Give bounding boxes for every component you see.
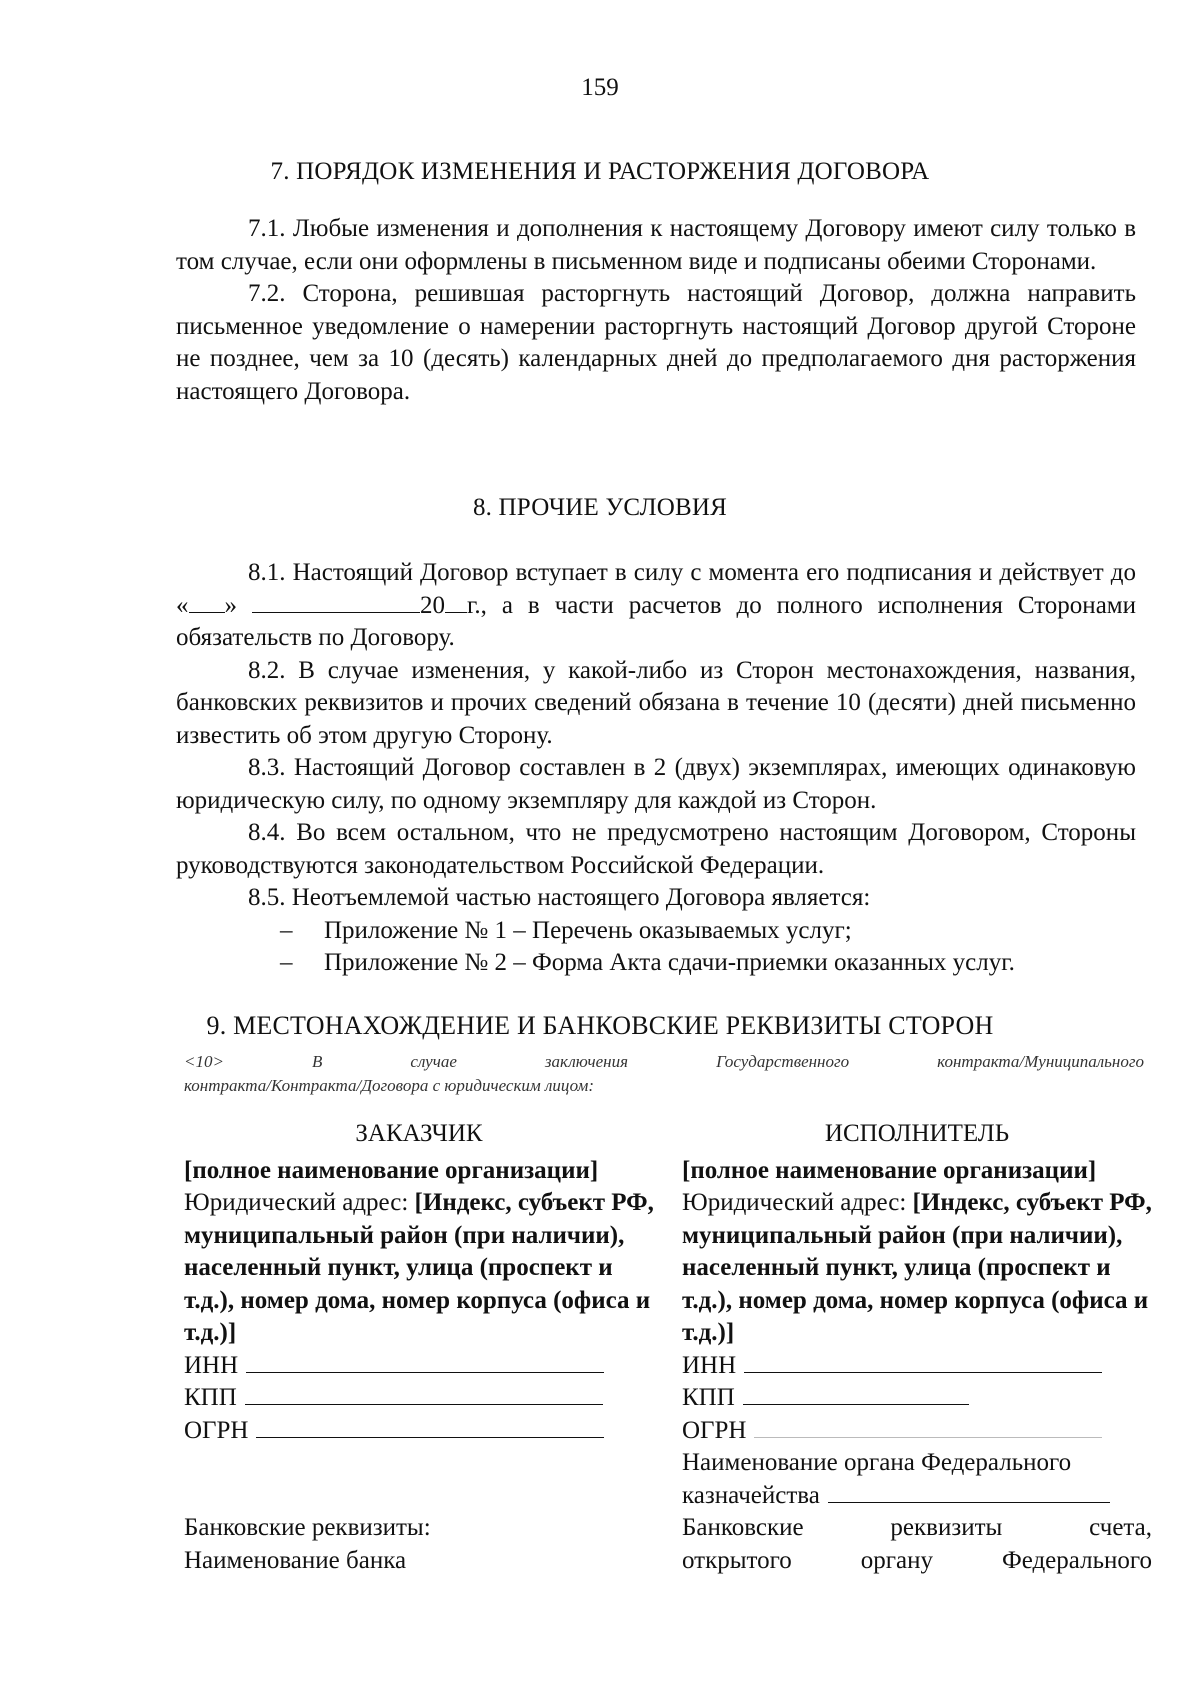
treasury-row <box>682 1480 1152 1513</box>
clause-8-2: 8.2. В случае изменения, у какой-либо из Сторон местонахождения, названия, банковских реквизитов и прочих сведений обязана в течение 10 (десяти) дней письменно известить об этом другую Сторону. <box>176 656 1136 749</box>
contractor-org-name: [полное наименование организации] <box>682 1156 1097 1184</box>
section-7-title: 7. ПОРЯДОК ИЗМЕНЕНИЯ И РАСТОРЖЕНИЯ ДОГОВОРА <box>270 158 930 185</box>
customer-org-name: [полное наименование организации] <box>184 1156 599 1184</box>
section-8-title: 8. ПРОЧИЕ УСЛОВИЯ <box>472 494 728 521</box>
clause-8-1 <box>176 557 1136 655</box>
contractor-kpp-row <box>682 1382 1152 1415</box>
dash-bullet: – <box>280 949 293 976</box>
word: реквизиты <box>890 1514 1003 1541</box>
address-value: [Индекс, субъект РФ, муниципальный район (при наличии), населенный пункт, улица (проспект и т.д.), номер дома, номер корпуса (офиса и т.д.)] <box>184 1189 654 1346</box>
inn-label: ИНН <box>184 1351 239 1379</box>
contractor-address <box>682 1187 1152 1350</box>
section-8-body <box>176 557 1136 980</box>
customer-address <box>184 1187 654 1350</box>
appendix-list <box>176 915 1136 980</box>
inn-line <box>246 1350 604 1373</box>
customer-inn-row <box>184 1350 654 1383</box>
year-blank <box>445 592 467 613</box>
appendix-2: Приложение № 2 – Форма Акта сдачи-приемки оказанных услуг. <box>324 949 1015 976</box>
word: Федерального <box>1001 1546 1152 1574</box>
year-prefix: 20 <box>419 591 445 619</box>
inn-line <box>744 1350 1102 1373</box>
ogrn-line <box>256 1415 604 1438</box>
clause-8-3: 8.3. Настоящий Договор составлен в 2 (двух) экземплярах, имеющих одинаковую юридическую силу, по одному экземпляру для каждой из Сторон. <box>176 754 1136 814</box>
clause-8-1-start: 8.1. Настоящий Договор вступает в силу с момента его подписания и действует до « <box>176 559 1136 619</box>
address-label: Юридический адрес: <box>184 1189 415 1216</box>
kpp-label: КПП <box>184 1384 237 1411</box>
customer-column <box>184 1118 654 1577</box>
contractor-ogrn-row <box>682 1415 1152 1448</box>
clause-8-1-end: г., а в части расчетов до полного исполнения Сторонами обязательств по Договору. <box>176 591 1136 651</box>
clause-7-1: 7.1. Любые изменения и дополнения к настоящему Договору имеют силу только в том случае, если они оформлены в письменном виде и подписаны обеими Сторонами. <box>176 215 1136 275</box>
word: счета, <box>1089 1514 1152 1541</box>
kpp-line <box>245 1382 603 1405</box>
customer-bank-details: Банковские реквизиты: <box>184 1514 431 1541</box>
appendix-1: Приложение № 1 – Перечень оказываемых услуг; <box>324 916 852 944</box>
clause-7-2: 7.2. Сторона, решившая расторгнуть настоящий Договор, должна направить письменное уведомление о намерении расторгнуть настоящий Договор другой Стороне не позднее, чем за 10 (десять) календарных дней до предполагаемого дня расторжения настоящего Договора. <box>176 280 1136 405</box>
address-value: [Индекс, субъект РФ, муниципальный район (при наличии), населенный пункт, улица (проспект и т.д.), номер дома, номер корпуса (офиса и т.д.)] <box>682 1189 1152 1346</box>
page-number: 159 <box>581 74 619 101</box>
word: органу <box>860 1546 933 1574</box>
footnote-note <box>184 1050 1144 1098</box>
customer-kpp-row <box>184 1382 654 1415</box>
month-blank <box>252 592 420 613</box>
contractor-column <box>682 1118 1152 1577</box>
customer-heading: ЗАКАЗЧИК <box>355 1120 483 1147</box>
note-line-1: <10> В случае заключения Государственного контракта/Муниципального <box>184 1052 1144 1071</box>
contractor-bank-details <box>682 1512 1152 1545</box>
word: открытого <box>682 1546 792 1574</box>
ogrn-label: ОГРН <box>682 1416 747 1444</box>
clause-8-5: 8.5. Неотъемлемой частью настоящего Договора является: <box>248 884 871 911</box>
clause-8-1-quote: » <box>224 591 237 619</box>
list-item <box>176 947 1136 980</box>
dash-bullet: – <box>280 916 293 944</box>
list-item <box>176 915 1136 948</box>
treasury-line <box>828 1480 1110 1503</box>
inn-label: ИНН <box>682 1351 737 1379</box>
day-blank <box>189 592 225 613</box>
customer-bank-name: Наименование банка <box>184 1546 407 1574</box>
section-7-body <box>176 213 1136 408</box>
customer-ogrn-row <box>184 1415 654 1448</box>
contractor-inn-row <box>682 1350 1152 1383</box>
kpp-line <box>743 1382 969 1405</box>
treasury-label-2: казначейства <box>682 1481 820 1509</box>
ogrn-label: ОГРН <box>184 1416 249 1444</box>
note-line-2: контракта/Контракта/Договора с юридическим лицом: <box>184 1076 594 1095</box>
section-9-title: 9. МЕСТОНАХОЖДЕНИЕ И БАНКОВСКИЕ РЕКВИЗИТЫ СТОРОН <box>206 1011 994 1040</box>
treasury-label: Наименование органа Федерального <box>682 1449 1072 1476</box>
ogrn-line <box>754 1415 1102 1438</box>
word: Банковские <box>682 1514 804 1541</box>
address-label: Юридический адрес: <box>682 1189 913 1216</box>
clause-8-4: 8.4. Во всем остальном, что не предусмотрено настоящим Договором, Стороны руководствуются законодательством Российской Федерации. <box>176 819 1136 879</box>
contractor-account-line <box>682 1545 1152 1578</box>
kpp-label: КПП <box>682 1384 735 1411</box>
contractor-heading: ИСПОЛНИТЕЛЬ <box>824 1120 1010 1147</box>
